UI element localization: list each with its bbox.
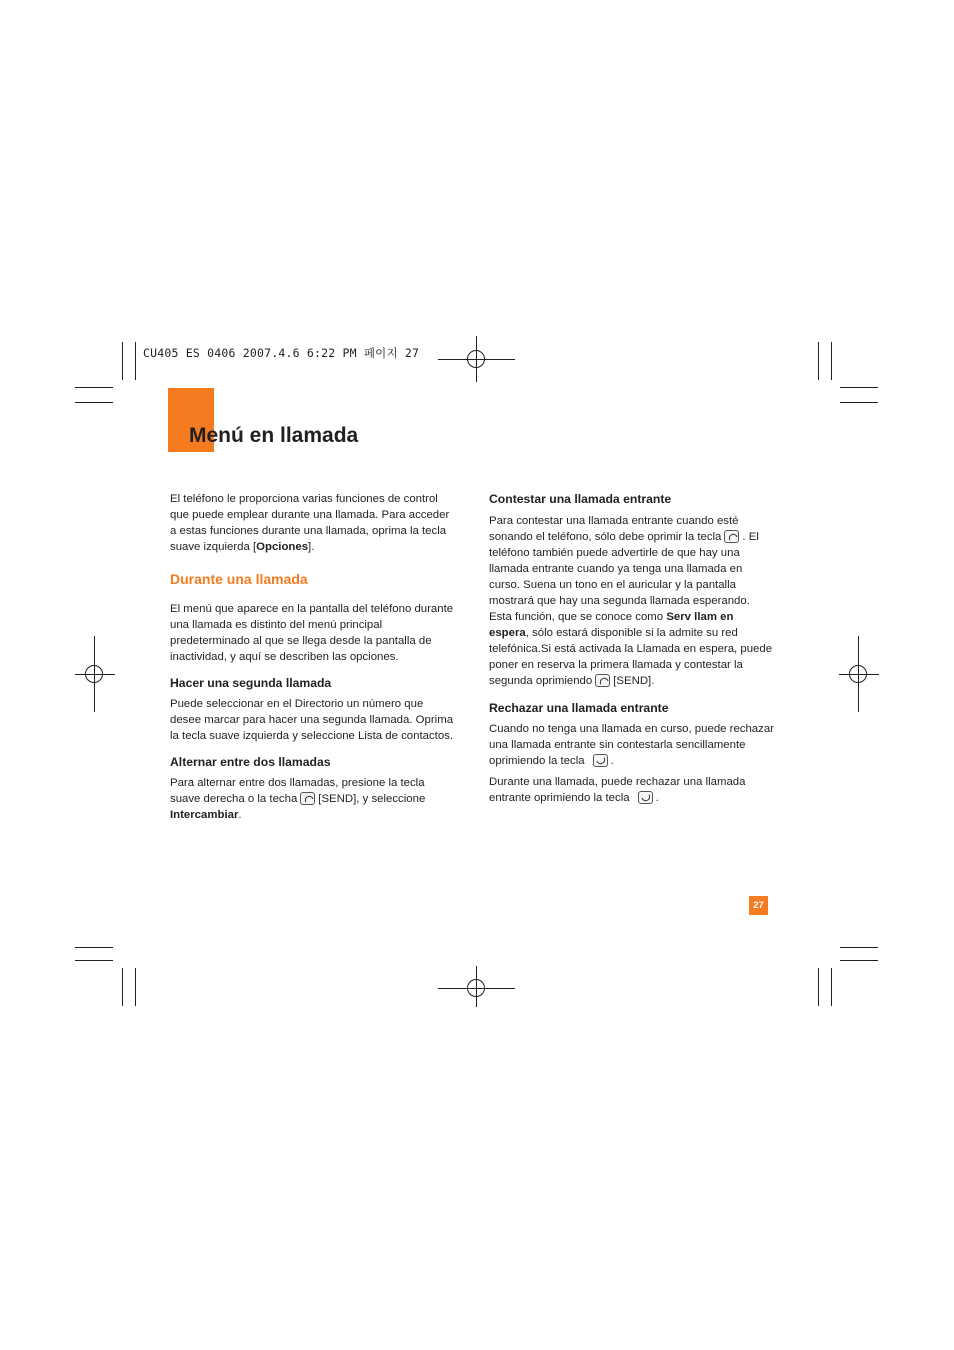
send-key-icon [595,674,610,687]
opciones-label: Opciones [256,541,309,553]
left-column [170,491,455,823]
page-number: 27 [749,896,768,915]
hacer-paragraph: Puede seleccionar en el Directorio un número que desee marcar para hacer una segunda llamada. Oprima la tecla suave izquierda y seleccione Lista de contactos. [170,698,454,742]
subheading-contestar: Contestar una llamada entrante [489,492,672,506]
subheading-rechazar: Rechazar una llamada entrante [489,701,669,715]
send-key-icon [724,530,739,543]
print-slug: CU405 ES 0406 2007.4.6 6:22 PM 페이지 27 [143,346,420,360]
subheading-hacer: Hacer una segunda llamada [170,676,332,690]
end-key-icon [593,754,608,767]
contestar-paragraph: Para contestar una llamada entrante cuando esté sonando el teléfono, sólo debe oprimir la tecla . El teléfono también puede advertirle de que hay una llamada entrante cuando ya tenga una llamada en curso. Suena un tono en el auricular y la pantalla mostrará que hay una segunda llamada esperando. Esta función, que se conoce como Serv llam en espera, sólo estará disponible si la admite su red telefónica.Si está activada la Llamada en espera, puede poner en reserva la primera llamada y contestar la segunda oprimiendo [SEND]. [489,515,773,687]
rechazar-paragraph-2: Durante una llamada, puede rechazar una llamada entrante oprimiendo la tecla . [489,776,746,804]
intro-paragraph: El teléfono le proporciona varias funciones de control que puede emplear durante una llamada. Para acceder a estas funciones durante una llamada, oprima la tecla suave izquierda [Opciones]. [170,493,450,553]
right-column [489,491,774,806]
alternar-paragraph: Para alternar entre dos llamadas, presione la tecla suave derecha o la techa [SEND], y seleccione Intercambiar. [170,777,426,821]
page-title: Menú en llamada [189,424,359,447]
section-paragraph: El menú que aparece en la pantalla del teléfono durante una llamada es distinto del menú principal predeterminado al que se llega desde la pantalla de inactividad, y aquí se describen las opciones. [170,603,454,663]
section-heading: Durante una llamada [170,571,308,587]
end-key-icon [638,791,653,804]
send-key-icon [300,792,315,805]
rechazar-paragraph-1: Cuando no tenga una llamada en curso, puede rechazar una llamada entrante sin contestarla sencillamente oprimiendo la tecla . [489,723,774,767]
subheading-alternar: Alternar entre dos llamadas [170,755,331,769]
